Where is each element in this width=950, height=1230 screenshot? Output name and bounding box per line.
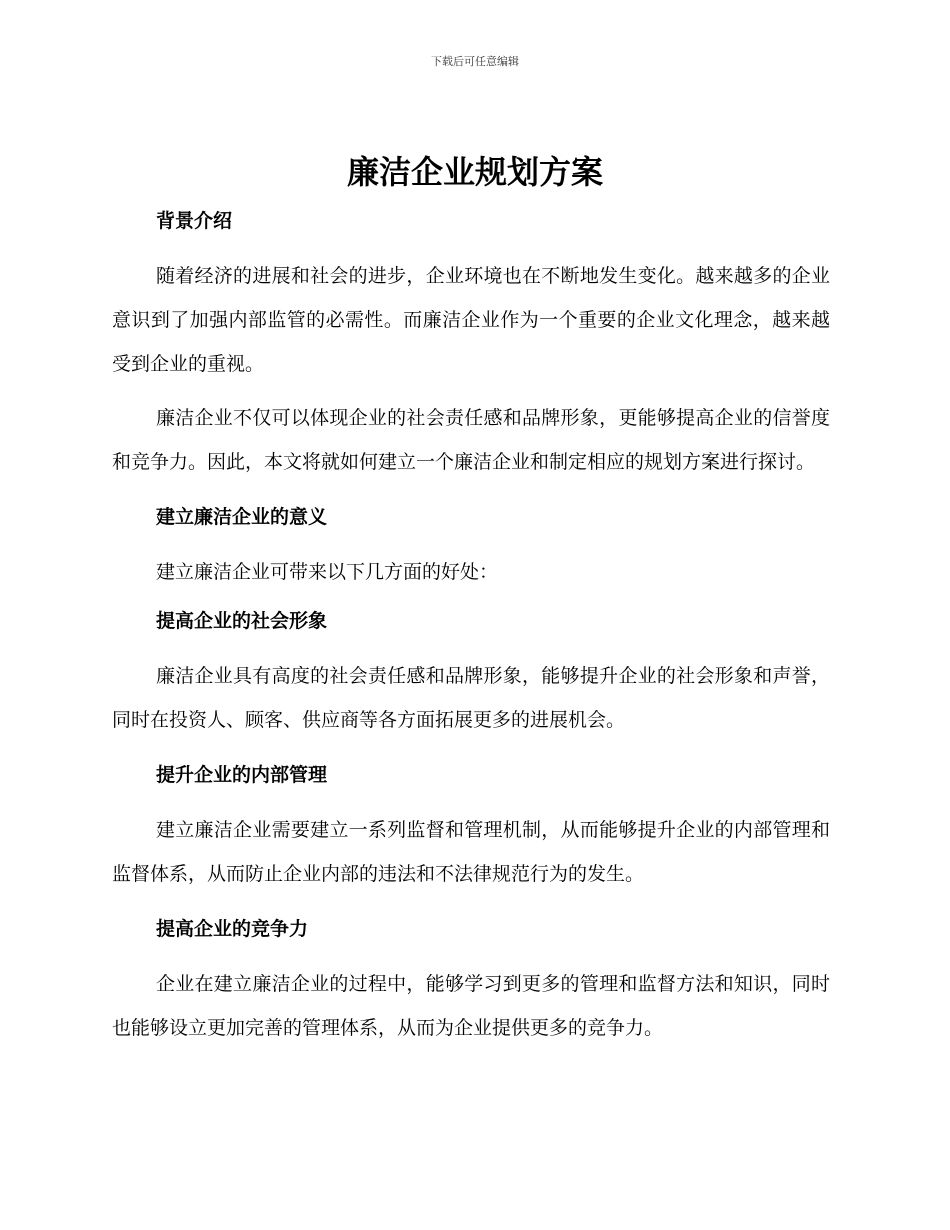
paragraph-background-1: 随着经济的进展和社会的进步，企业环境也在不断地发生变化。越来越多的企业意识到了加强内部监管的必需性。而廉洁企业作为一个重要的企业文化理念，越来越受到企业的重视。 [112,265,830,375]
paragraph-significance-1: 建立廉洁企业可带来以下几方面的好处： [156,561,499,583]
page-title: 廉洁企业规划方案 [346,153,603,191]
section-heading-background: 背景介绍 [156,210,233,232]
section-heading-internal-mgmt: 提升企业的内部管理 [156,764,328,786]
section-heading-social-image: 提高企业的社会形象 [156,610,328,632]
paragraph-competitiveness-1: 企业在建立廉洁企业的过程中，能够学习到更多的管理和监督方法和知识，同时也能够设立更加完善的管理体系，从而为企业提供更多的竞争力。 [112,973,830,1039]
paragraph-internal-mgmt-1: 建立廉洁企业需要建立一系列监督和管理机制，从而能够提升企业的内部管理和监督体系，从而防止企业内部的违法和不法律规范行为的发生。 [112,819,830,885]
document-body [112,206,830,1060]
paragraph-social-image-1: 廉洁企业具有高度的社会责任感和品牌形象，能够提升企业的社会形象和声誉，同时在投资人、顾客、供应商等各方面拓展更多的进展机会。 [112,665,830,731]
header-note: 下载后可任意编辑 [431,55,519,68]
section-heading-competitiveness: 提高企业的竞争力 [156,918,309,940]
section-heading-significance: 建立廉洁企业的意义 [156,506,328,528]
paragraph-background-2: 廉洁企业不仅可以体现企业的社会责任感和品牌形象，更能够提高企业的信誉度和竞争力。因此，本文将就如何建立一个廉洁企业和制定相应的规划方案进行探讨。 [112,407,830,473]
